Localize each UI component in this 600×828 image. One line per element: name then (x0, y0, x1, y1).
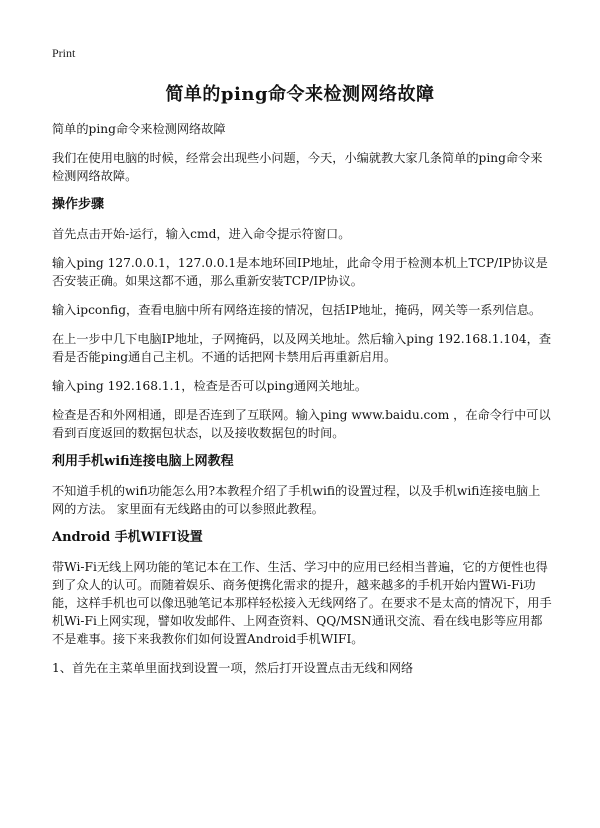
print-label: Print (52, 46, 76, 60)
step-paragraph: 检查是否和外网相通，即是否连到了互联网。输入ping www.baidu.com ，在命令行中可以看到百度返回的数据包状态，以及接收数据包的时间。 (52, 408, 551, 440)
section-heading-wifi-tutorial: 利用手机wifi连接电脑上网教程 (52, 454, 234, 469)
step-paragraph: 在上一步中几下电脑IP地址，子网掩码，以及网关地址。然后输入ping 192.168.1.104，查看是否能ping通自己主机。不通的话把网卡禁用后再重新启用。 (52, 332, 552, 364)
document-subtitle: 简单的ping命令来检测网络故障 (52, 122, 226, 136)
android-step-paragraph: 1、首先在主菜单里面找到设置一项，然后打开设置点击无线和网络 (52, 661, 414, 675)
section-heading-steps: 操作步骤 (52, 197, 105, 212)
step-paragraph: 输入ping 127.0.0.1，127.0.0.1是本地环回IP地址，此命令用于检测本机上TCP/IP协议是否安装正确。如果这都不通，那么重新安装TCP/IP协议。 (52, 256, 548, 288)
step-paragraph: 首先点击开始-运行，输入cmd，进入命令提示符窗口。 (52, 227, 351, 241)
section-heading-android-wifi: Android 手机WIFI设置 (52, 530, 203, 545)
step-paragraph: 输入ipconfig，查看电脑中所有网络连接的情况，包括IP地址，掩码，网关等一系列信息。 (52, 303, 542, 317)
step-paragraph: 输入ping 192.168.1.1，检查是否可以ping通网关地址。 (52, 379, 368, 393)
document-title: 简单的ping命令来检测网络故障 (165, 84, 435, 105)
document-body (52, 120, 552, 688)
wifi-tutorial-paragraph: 不知道手机的wifi功能怎么用?本教程介绍了手机wifi的设置过程，以及手机wifi连接电脑上网的方法。 家里面有无线路由的可以参照此教程。 (52, 484, 541, 516)
android-wifi-paragraph: 带Wi-Fi无线上网功能的笔记本在工作、生活、学习中的应用已经相当普遍，它的方便性也得到了众人的认可。而随着娱乐、商务便携化需求的提升，越来越多的手机开始内置Wi-Fi功能，这样手机也可以像迅驰笔记本那样轻松接入无线网络了。在要求不是太高的情况下，用手机Wi-Fi上网实现，譬如收发邮件、上网查资料、QQ/MSN通讯交流、看在线电影等应用都不是难事。接下来我教你们如何设置Android手机WIFI。 (52, 560, 552, 646)
intro-paragraph: 我们在使用电脑的时候，经常会出现些小问题，今天，小编就教大家几条简单的ping命令来检测网络故障。 (52, 151, 543, 183)
